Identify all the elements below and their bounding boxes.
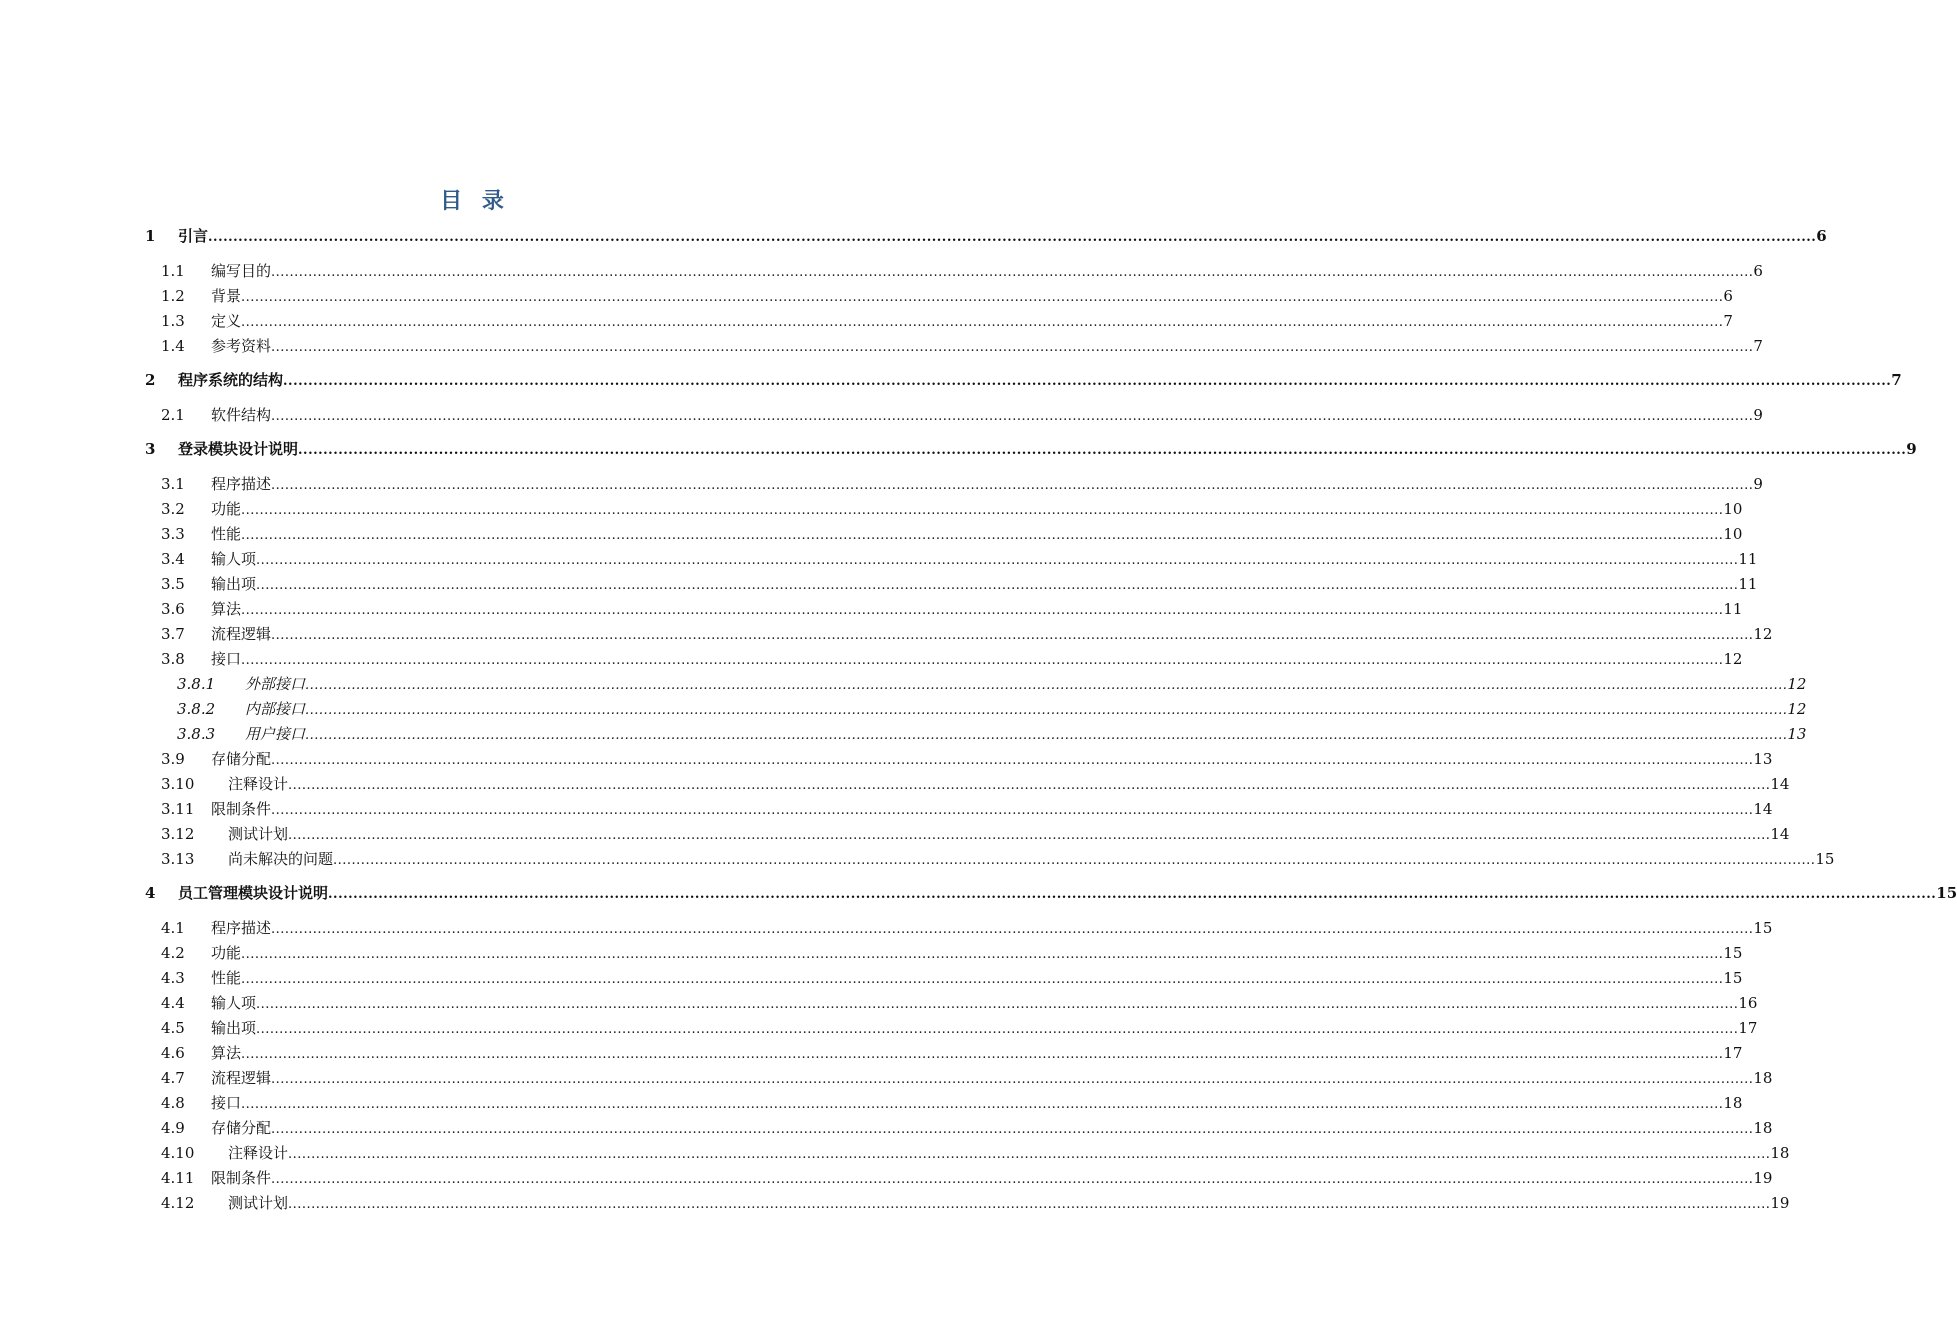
toc-entry-label: 算法 <box>211 600 242 618</box>
toc-entry-page: 15 <box>1936 884 1957 902</box>
dot-leader: ................................................................................................................................................................................................................................................................................................................................ <box>288 778 1771 793</box>
toc-entry-label: 流程逻辑 <box>211 1069 272 1087</box>
toc-entry-page: 6 <box>1816 227 1827 245</box>
toc-entry[interactable] <box>0 848 1835 870</box>
toc-entry-number: 3.13 <box>161 850 195 868</box>
toc-entry[interactable] <box>0 882 1957 904</box>
toc-entry-page: 12 <box>1723 650 1743 668</box>
toc-entry[interactable] <box>0 598 1743 620</box>
toc-entry-line <box>178 882 1957 906</box>
toc-entry[interactable] <box>0 1017 1758 1039</box>
toc-entry-label: 注释设计 <box>228 1144 289 1162</box>
toc-entry-label: 功能 <box>211 944 242 962</box>
toc-entry-page: 15 <box>1815 850 1835 868</box>
toc-entry-page: 17 <box>1738 1019 1758 1037</box>
toc-entry-page: 9 <box>1906 440 1917 458</box>
toc-entry-number: 4.7 <box>161 1069 185 1087</box>
toc-entry-line <box>228 1192 1790 1216</box>
toc-entry-line <box>211 623 1773 647</box>
toc-entry-number: 4.1 <box>161 919 185 937</box>
toc-entry-line <box>211 1092 1743 1116</box>
toc-entry[interactable] <box>0 335 1763 357</box>
toc-entry-number: 4.2 <box>161 944 185 962</box>
dot-leader: ................................................................................................................................................................................................................................................................................................................................ <box>241 603 1724 618</box>
toc-entry[interactable] <box>0 260 1763 282</box>
toc-entry-page: 17 <box>1723 1044 1743 1062</box>
toc-entry-number: 1 <box>145 227 156 245</box>
toc-entry-line <box>211 1017 1758 1041</box>
toc-entry-line <box>228 1142 1790 1166</box>
toc-entry[interactable] <box>0 438 1917 460</box>
toc-entry-number: 2.1 <box>161 406 185 424</box>
toc-entry-line <box>211 285 1733 309</box>
toc-entry-number: 4.12 <box>161 1194 195 1212</box>
toc-entry-label: 外部接口 <box>245 675 306 693</box>
toc-entry-number: 4.11 <box>161 1169 195 1187</box>
toc-entry-number: 3.8.3 <box>177 725 216 743</box>
dot-leader: ................................................................................................................................................................................................................................................................................................................................ <box>288 1197 1771 1212</box>
toc-entry-page: 15 <box>1723 944 1743 962</box>
toc-entry-line <box>211 473 1763 497</box>
toc-entry-label: 性能 <box>211 969 242 987</box>
toc-entry-line <box>245 673 1807 697</box>
dot-leader: ................................................................................................................................................................................................................................................................................................................................ <box>256 1022 1739 1037</box>
toc-entry-number: 3.2 <box>161 500 185 518</box>
toc-entry[interactable] <box>0 623 1773 645</box>
toc-entry[interactable] <box>0 548 1758 570</box>
toc-entry-page: 19 <box>1770 1194 1790 1212</box>
toc-entry[interactable] <box>0 1142 1790 1164</box>
toc-entry-page: 9 <box>1753 406 1763 424</box>
toc-entry-line <box>245 723 1807 747</box>
toc-entry-label: 内部接口 <box>245 700 306 718</box>
toc-entry-number: 3.5 <box>161 575 185 593</box>
toc-entry-page: 18 <box>1770 1144 1790 1162</box>
toc-entry-number: 3.10 <box>161 775 195 793</box>
toc-entry[interactable] <box>0 823 1790 845</box>
toc-entry[interactable] <box>0 992 1758 1014</box>
dot-leader: ................................................................................................................................................................................................................................................................................................................................ <box>241 972 1724 987</box>
toc-entry-page: 7 <box>1753 337 1763 355</box>
toc-entry-line <box>211 260 1763 284</box>
toc-entry-number: 3.11 <box>161 800 195 818</box>
toc-entry[interactable] <box>0 967 1743 989</box>
toc-entry-page: 14 <box>1770 825 1790 843</box>
toc-entry-label: 员工管理模块设计说明 <box>178 884 329 902</box>
toc-entry[interactable] <box>0 1042 1743 1064</box>
dot-leader: ................................................................................................................................................................................................................................................................................................................................ <box>288 1147 1771 1162</box>
toc-entry-line <box>228 773 1790 797</box>
toc-entry[interactable] <box>0 917 1773 939</box>
toc-entry-label: 测试计划 <box>228 1194 289 1212</box>
dot-leader: ................................................................................................................................................................................................................................................................................................................................ <box>256 553 1739 568</box>
toc-entry-label: 功能 <box>211 500 242 518</box>
toc-entry-line <box>211 1167 1773 1191</box>
toc-entry-page: 9 <box>1753 475 1763 493</box>
toc-entry[interactable] <box>0 748 1773 770</box>
toc-entry-label: 引言 <box>178 227 209 245</box>
toc-entry-page: 6 <box>1723 287 1733 305</box>
dot-leader: ................................................................................................................................................................................................................................................................................................................................ <box>241 315 1724 330</box>
toc-entry[interactable] <box>0 225 1827 247</box>
toc-entry[interactable] <box>0 1092 1743 1114</box>
toc-entry[interactable] <box>0 698 1807 720</box>
toc-entry-label: 程序描述 <box>211 919 272 937</box>
dot-leader: ................................................................................................................................................................................................................................................................................................................................ <box>256 997 1739 1012</box>
toc-entry-label: 输出项 <box>211 575 257 593</box>
toc-entry-label: 程序描述 <box>211 475 272 493</box>
toc-entry[interactable] <box>0 1192 1790 1214</box>
toc-entry-line <box>211 1117 1773 1141</box>
toc-entry-number: 3.8.1 <box>177 675 216 693</box>
toc-entry-line <box>178 438 1917 462</box>
toc-entry-number: 3.1 <box>161 475 185 493</box>
toc-entry-number: 1.2 <box>161 287 185 305</box>
dot-leader: ................................................................................................................................................................................................................................................................................................................................ <box>305 678 1788 693</box>
toc-entry-number: 4.6 <box>161 1044 185 1062</box>
toc-entry-number: 4.8 <box>161 1094 185 1112</box>
toc-entry[interactable] <box>0 523 1743 545</box>
dot-leader: ................................................................................................................................................................................................................................................................................................................................ <box>241 290 1724 305</box>
toc-entry-label: 背景 <box>211 287 242 305</box>
toc-entry-line <box>211 748 1773 772</box>
toc-entry-line <box>211 1042 1743 1066</box>
toc-entry-line <box>211 404 1763 428</box>
toc-entry-number: 3.3 <box>161 525 185 543</box>
toc-entry-page: 12 <box>1753 625 1773 643</box>
toc-entry-page: 11 <box>1723 600 1743 618</box>
dot-leader: ................................................................................................................................................................................................................................................................................................................................ <box>271 1172 1754 1187</box>
dot-leader: ................................................................................................................................................................................................................................................................................................................................ <box>208 230 1817 245</box>
toc-entry-line <box>211 648 1743 672</box>
toc-entry-line <box>178 369 1902 393</box>
toc-entry-label: 测试计划 <box>228 825 289 843</box>
toc-entry-label: 算法 <box>211 1044 242 1062</box>
toc-entry-number: 4.9 <box>161 1119 185 1137</box>
toc-entry-label: 接口 <box>211 1094 242 1112</box>
toc-entry-label: 输人项 <box>211 994 257 1012</box>
dot-leader: ................................................................................................................................................................................................................................................................................................................................ <box>271 1122 1754 1137</box>
toc-entry[interactable] <box>0 573 1758 595</box>
toc-entry-number: 4.5 <box>161 1019 185 1037</box>
toc-entry-label: 限制条件 <box>211 800 272 818</box>
toc-entry-page: 10 <box>1723 525 1743 543</box>
toc-entry-page: 7 <box>1723 312 1733 330</box>
toc-entry-label: 编写目的 <box>211 262 272 280</box>
toc-entry-line <box>211 548 1758 572</box>
dot-leader: ................................................................................................................................................................................................................................................................................................................................ <box>241 947 1724 962</box>
toc-entry-page: 15 <box>1723 969 1743 987</box>
toc-entry[interactable] <box>0 942 1743 964</box>
toc-entry-page: 14 <box>1770 775 1790 793</box>
toc-entry-label: 接口 <box>211 650 242 668</box>
toc-entry-line <box>228 848 1835 872</box>
toc-entry-number: 3.7 <box>161 625 185 643</box>
toc-entry-line <box>211 335 1763 359</box>
toc-entry[interactable] <box>0 648 1743 670</box>
toc-entry-number: 3.8.2 <box>177 700 216 718</box>
toc-entry-number: 1.4 <box>161 337 185 355</box>
dot-leader: ................................................................................................................................................................................................................................................................................................................................ <box>241 528 1724 543</box>
dot-leader: ................................................................................................................................................................................................................................................................................................................................ <box>241 1097 1724 1112</box>
toc-entry-label: 尚未解决的问题 <box>228 850 334 868</box>
dot-leader: ................................................................................................................................................................................................................................................................................................................................ <box>271 1072 1754 1087</box>
toc-entry-page: 10 <box>1723 500 1743 518</box>
toc-entry-line <box>211 523 1743 547</box>
toc-entry-page: 18 <box>1753 1119 1773 1137</box>
toc-entry-line <box>211 942 1743 966</box>
dot-leader: ................................................................................................................................................................................................................................................................................................................................ <box>271 803 1754 818</box>
toc-entry-line <box>211 498 1743 522</box>
toc-entry[interactable] <box>0 310 1733 332</box>
toc-entry-number: 1.1 <box>161 262 185 280</box>
dot-leader: ................................................................................................................................................................................................................................................................................................................................ <box>271 922 1754 937</box>
toc-entry[interactable] <box>0 473 1763 495</box>
toc-entry-label: 存储分配 <box>211 750 272 768</box>
toc-entry-page: 16 <box>1738 994 1758 1012</box>
toc-entry-number: 3.12 <box>161 825 195 843</box>
toc-entry-label: 存储分配 <box>211 1119 272 1137</box>
toc-entry[interactable] <box>0 773 1790 795</box>
dot-leader: ................................................................................................................................................................................................................................................................................................................................ <box>271 478 1754 493</box>
toc-entry-page: 19 <box>1753 1169 1773 1187</box>
toc-entry-number: 3.9 <box>161 750 185 768</box>
toc-entry-page: 11 <box>1738 550 1758 568</box>
toc-entry[interactable] <box>0 498 1743 520</box>
toc-entry-label: 用户接口 <box>245 725 306 743</box>
toc-entry[interactable] <box>0 404 1763 426</box>
toc-entry-number: 1.3 <box>161 312 185 330</box>
toc-entry-line <box>211 992 1758 1016</box>
toc-entry-label: 输出项 <box>211 1019 257 1037</box>
toc-title: 目 录 <box>440 188 510 214</box>
toc-entry-line <box>178 225 1827 249</box>
toc-entry-label: 性能 <box>211 525 242 543</box>
toc-entry-label: 注释设计 <box>228 775 289 793</box>
toc-entry-number: 4.3 <box>161 969 185 987</box>
toc-entry-label: 登录模块设计说明 <box>178 440 299 458</box>
toc-entry-number: 4 <box>145 884 156 902</box>
toc-entry-line <box>211 598 1743 622</box>
toc-entry-line <box>211 917 1773 941</box>
toc-entry[interactable] <box>0 798 1773 820</box>
dot-leader: ................................................................................................................................................................................................................................................................................................................................ <box>298 443 1907 458</box>
toc-entry-label: 流程逻辑 <box>211 625 272 643</box>
toc-entry-line <box>228 823 1790 847</box>
toc-entry-number: 3.6 <box>161 600 185 618</box>
toc-entry-line <box>245 698 1807 722</box>
dot-leader: ................................................................................................................................................................................................................................................................................................................................ <box>283 374 1892 389</box>
toc-entry[interactable] <box>0 1067 1773 1089</box>
dot-leader: ................................................................................................................................................................................................................................................................................................................................ <box>271 265 1754 280</box>
toc-entry[interactable] <box>0 285 1733 307</box>
toc-entry[interactable] <box>0 369 1902 391</box>
dot-leader: ................................................................................................................................................................................................................................................................................................................................ <box>305 703 1788 718</box>
toc-entry-number: 3.4 <box>161 550 185 568</box>
toc-entry-line <box>211 967 1743 991</box>
toc-entry-page: 12 <box>1787 675 1807 693</box>
toc-entry-number: 3 <box>145 440 156 458</box>
toc-entry[interactable] <box>0 1167 1773 1189</box>
toc-entry-label: 输人项 <box>211 550 257 568</box>
toc-entry-number: 4.10 <box>161 1144 195 1162</box>
toc-entry[interactable] <box>0 673 1807 695</box>
toc-entry-number: 4.4 <box>161 994 185 1012</box>
toc-entry-page: 13 <box>1753 750 1773 768</box>
toc-entry-page: 6 <box>1753 262 1763 280</box>
toc-entry-label: 定义 <box>211 312 242 330</box>
dot-leader: ................................................................................................................................................................................................................................................................................................................................ <box>241 503 1724 518</box>
dot-leader: ................................................................................................................................................................................................................................................................................................................................ <box>288 828 1771 843</box>
toc-entry-page: 14 <box>1753 800 1773 818</box>
toc-entry-page: 13 <box>1787 725 1807 743</box>
dot-leader: ................................................................................................................................................................................................................................................................................................................................ <box>271 628 1754 643</box>
toc-entry-page: 18 <box>1723 1094 1743 1112</box>
dot-leader: ................................................................................................................................................................................................................................................................................................................................ <box>256 578 1739 593</box>
toc-entry-page: 15 <box>1753 919 1773 937</box>
toc-entry-line <box>211 798 1773 822</box>
toc-entry-page: 7 <box>1891 371 1902 389</box>
toc-entry-number: 3.8 <box>161 650 185 668</box>
toc-entry[interactable] <box>0 1117 1773 1139</box>
toc-entry-label: 限制条件 <box>211 1169 272 1187</box>
dot-leader: ................................................................................................................................................................................................................................................................................................................................ <box>305 728 1788 743</box>
toc-entry-label: 参考资料 <box>211 337 272 355</box>
toc-entry-line <box>211 573 1758 597</box>
toc-entry-line <box>211 310 1733 334</box>
dot-leader: ................................................................................................................................................................................................................................................................................................................................ <box>241 1047 1724 1062</box>
dot-leader: ................................................................................................................................................................................................................................................................................................................................ <box>241 653 1724 668</box>
dot-leader: ................................................................................................................................................................................................................................................................................................................................ <box>271 340 1754 355</box>
toc-entry-page: 11 <box>1738 575 1758 593</box>
toc-entry-line <box>211 1067 1773 1091</box>
toc-entry-page: 12 <box>1787 700 1807 718</box>
dot-leader: ................................................................................................................................................................................................................................................................................................................................ <box>328 887 1937 902</box>
dot-leader: ................................................................................................................................................................................................................................................................................................................................ <box>333 853 1816 868</box>
dot-leader: ................................................................................................................................................................................................................................................................................................................................ <box>271 409 1754 424</box>
toc-entry-label: 软件结构 <box>211 406 272 424</box>
toc-entry-number: 2 <box>145 371 156 389</box>
toc-entry[interactable] <box>0 723 1807 745</box>
dot-leader: ................................................................................................................................................................................................................................................................................................................................ <box>271 753 1754 768</box>
toc-entry-page: 18 <box>1753 1069 1773 1087</box>
toc-entry-label: 程序系统的结构 <box>178 371 284 389</box>
